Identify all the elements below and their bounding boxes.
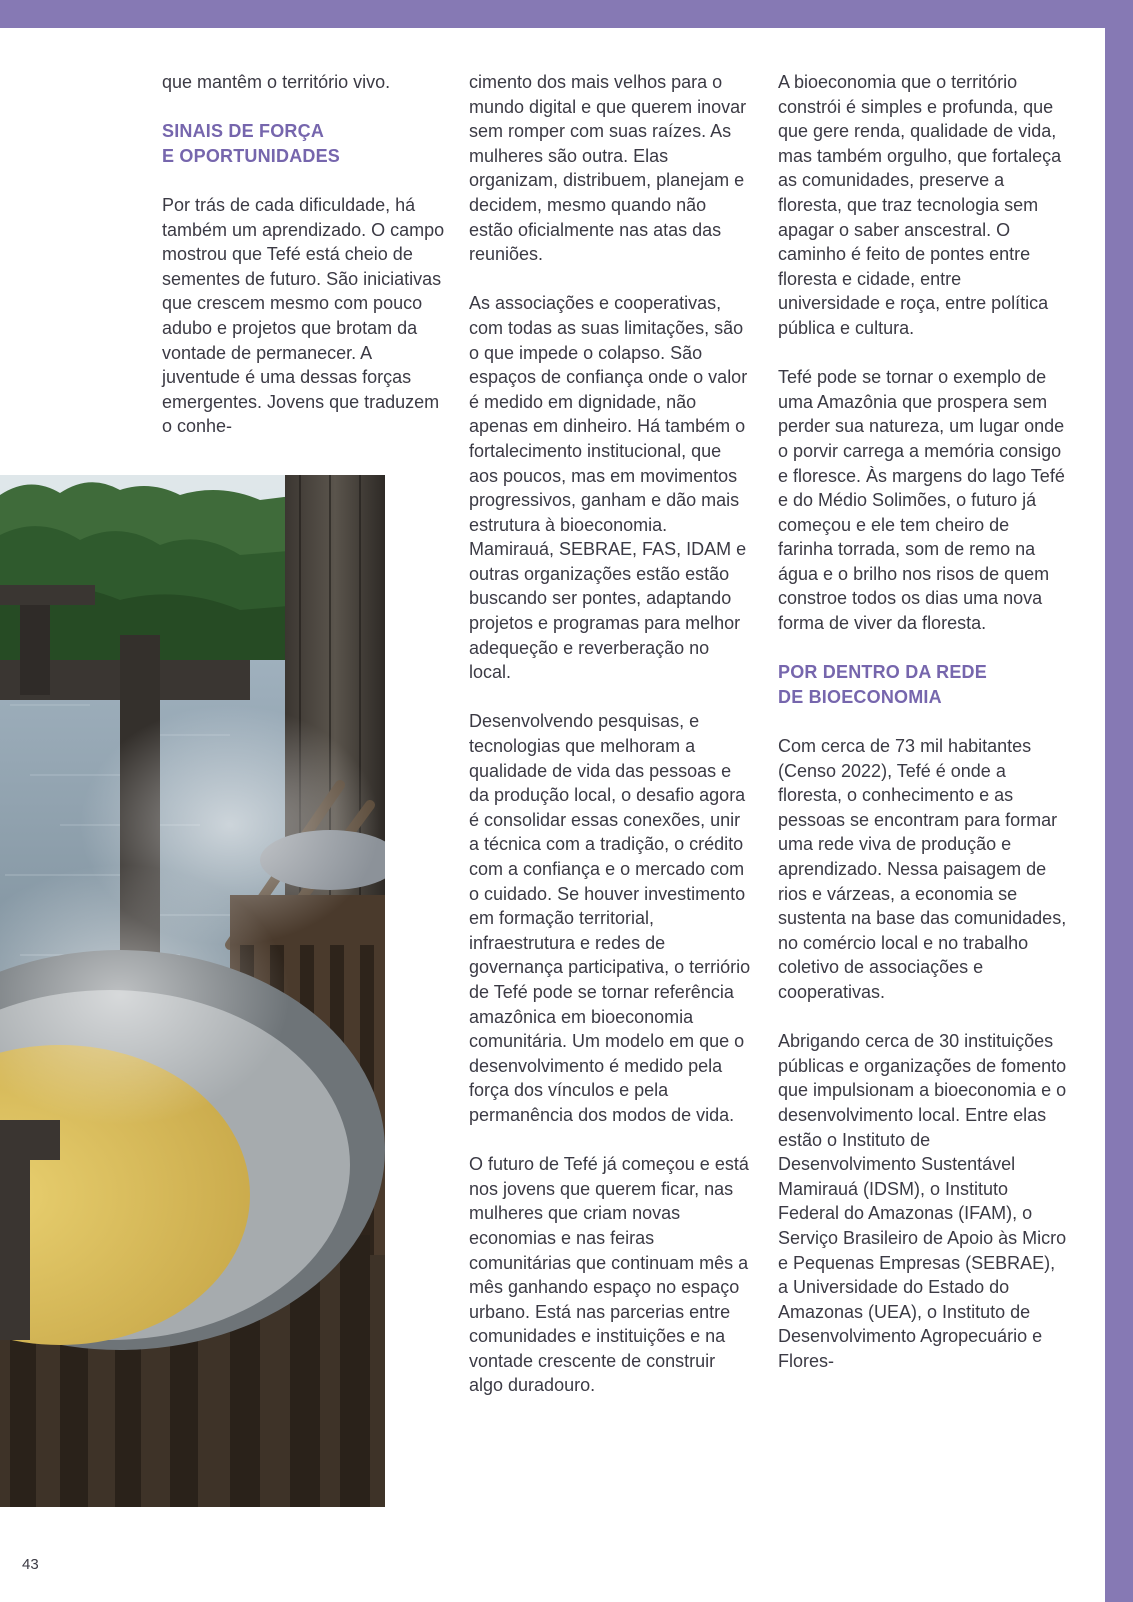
paragraph: As associações e cooperativas, com todas as suas limitações, são o que impede o colapso. São espaços de confiança onde o valor é medido em dignidade, não apenas em dinheiro. Há também o fortalecimento institucional, que aos poucos, mas em movimentos progressivos, ganham e dão mais estrutura à bioeconomia. Mamirauá, SEBRAE, FAS, IDAM e outras organizações estão estão buscando ser pontes, adaptando projetos e programas para melhor adequeção e reverberação no local.	[469, 293, 748, 683]
paragraph: Desenvolvendo pesquisas, e tecnologias que melhoram a qualidade de vida das pessoas e da produção local, o desafio agora é consolidar essas conexões, unir a técnica com a tradição, o crédito com a confiança e o mercado com o cuidado. Se houver investimento em formação territorial, infraestrutura e redes de governança participativa, o terriório de Tefé pode se tornar referência amazônica em bioeconomia comunitária. Um modelo em que o desenvolvimento é medido pela força dos vínculos e pela permanência dos modos de vida.	[469, 711, 751, 1125]
paragraph: que mantêm o território vivo.	[162, 72, 391, 92]
page-number: 43	[22, 1556, 39, 1573]
photo-farinha-pan	[0, 475, 385, 1507]
section-heading-rede: POR DENTRO DA REDE DE BIOECONOMIA	[778, 662, 987, 707]
page	[0, 28, 1105, 1602]
paragraph: Com cerca de 73 mil habitantes (Censo 2022), Tefé é onde a floresta, o conhecimento e as pessoas se encontram para formar uma rede viva de produção e aprendizado. Nessa paisagem de rios e várzeas, a economia se sustenta na base das comunidades, no comércio local e no trabalho coletivo de associações e cooperativas.	[778, 736, 1067, 1002]
paragraph: Por trás de cada dificuldade, há também um aprendizado. O campo mostrou que Tefé está cheio de sementes de futuro. São iniciativas que crescem mesmo com pouco adubo e projetos que brotam da vontade de permanecer. A juventude é uma dessas forças emergentes. Jovens que traduzem o conhe-	[162, 194, 445, 437]
text-column-3	[778, 70, 1068, 1398]
paragraph: cimento dos mais velhos para o mundo digital e que querem inovar sem romper com suas raízes. As mulheres são outra. Elas organizam, distribuem, planejam e decidem, mesmo quando não estão oficialmente nas atas das reuniões.	[469, 72, 747, 265]
text-column-1	[162, 70, 452, 464]
paragraph: Tefé pode se tornar o exemplo de uma Amazônia que prospera sem perder sua natureza, um lugar onde o porvir carrega a memória consigo e floresce. Às margens do lago Tefé e do Médio Solimões, o futuro já começou e ele tem cheiro de farinha torrada, som de remo na água e o brilho nos risos de quem constroe todos os dias uma nova forma de viver da floresta.	[778, 367, 1065, 634]
paragraph: Abrigando cerca de 30 instituições públicas e organizações de fomento que impulsionam a bioeconomia e o desenvolvimento local. Entre elas estão o Instituto de Desenvolvimento Sustentável Mamirauá (IDSM), o Instituto Federal do Amazonas (IFAM), o Serviço Brasileiro de Apoio às Micro e Pequenas Empresas (SEBRAE), a Universidade do Estado do Amazonas (UEA), o Instituto de Desenvolvimento Agropecuário e Flores-	[778, 1031, 1067, 1371]
section-heading-sinais: SINAIS DE FORÇA E OPORTUNIDADES	[162, 121, 341, 166]
paragraph: O futuro de Tefé já começou e está nos jovens que querem ficar, nas mulheres que criam novas economias e nas feiras comunitárias que continuam mês a mês ganhando espaço no espaço urbano. Está nas parcerias entre comunidades e instituições e na vontade crescente de construir algo duradouro.	[469, 1154, 749, 1396]
paragraph: A bioeconomia que o território constrói é simples e profunda, que que gere renda, qualidade de vida, mas também orgulho, que fortaleça as comunidades, preserve a floresta, que traz tecnologia sem apagar o saber anscestral. O caminho é feito de pontes entre floresta e cidade, entre universidade e roça, entre política pública e cultura.	[778, 72, 1062, 338]
text-column-2	[469, 70, 754, 1423]
